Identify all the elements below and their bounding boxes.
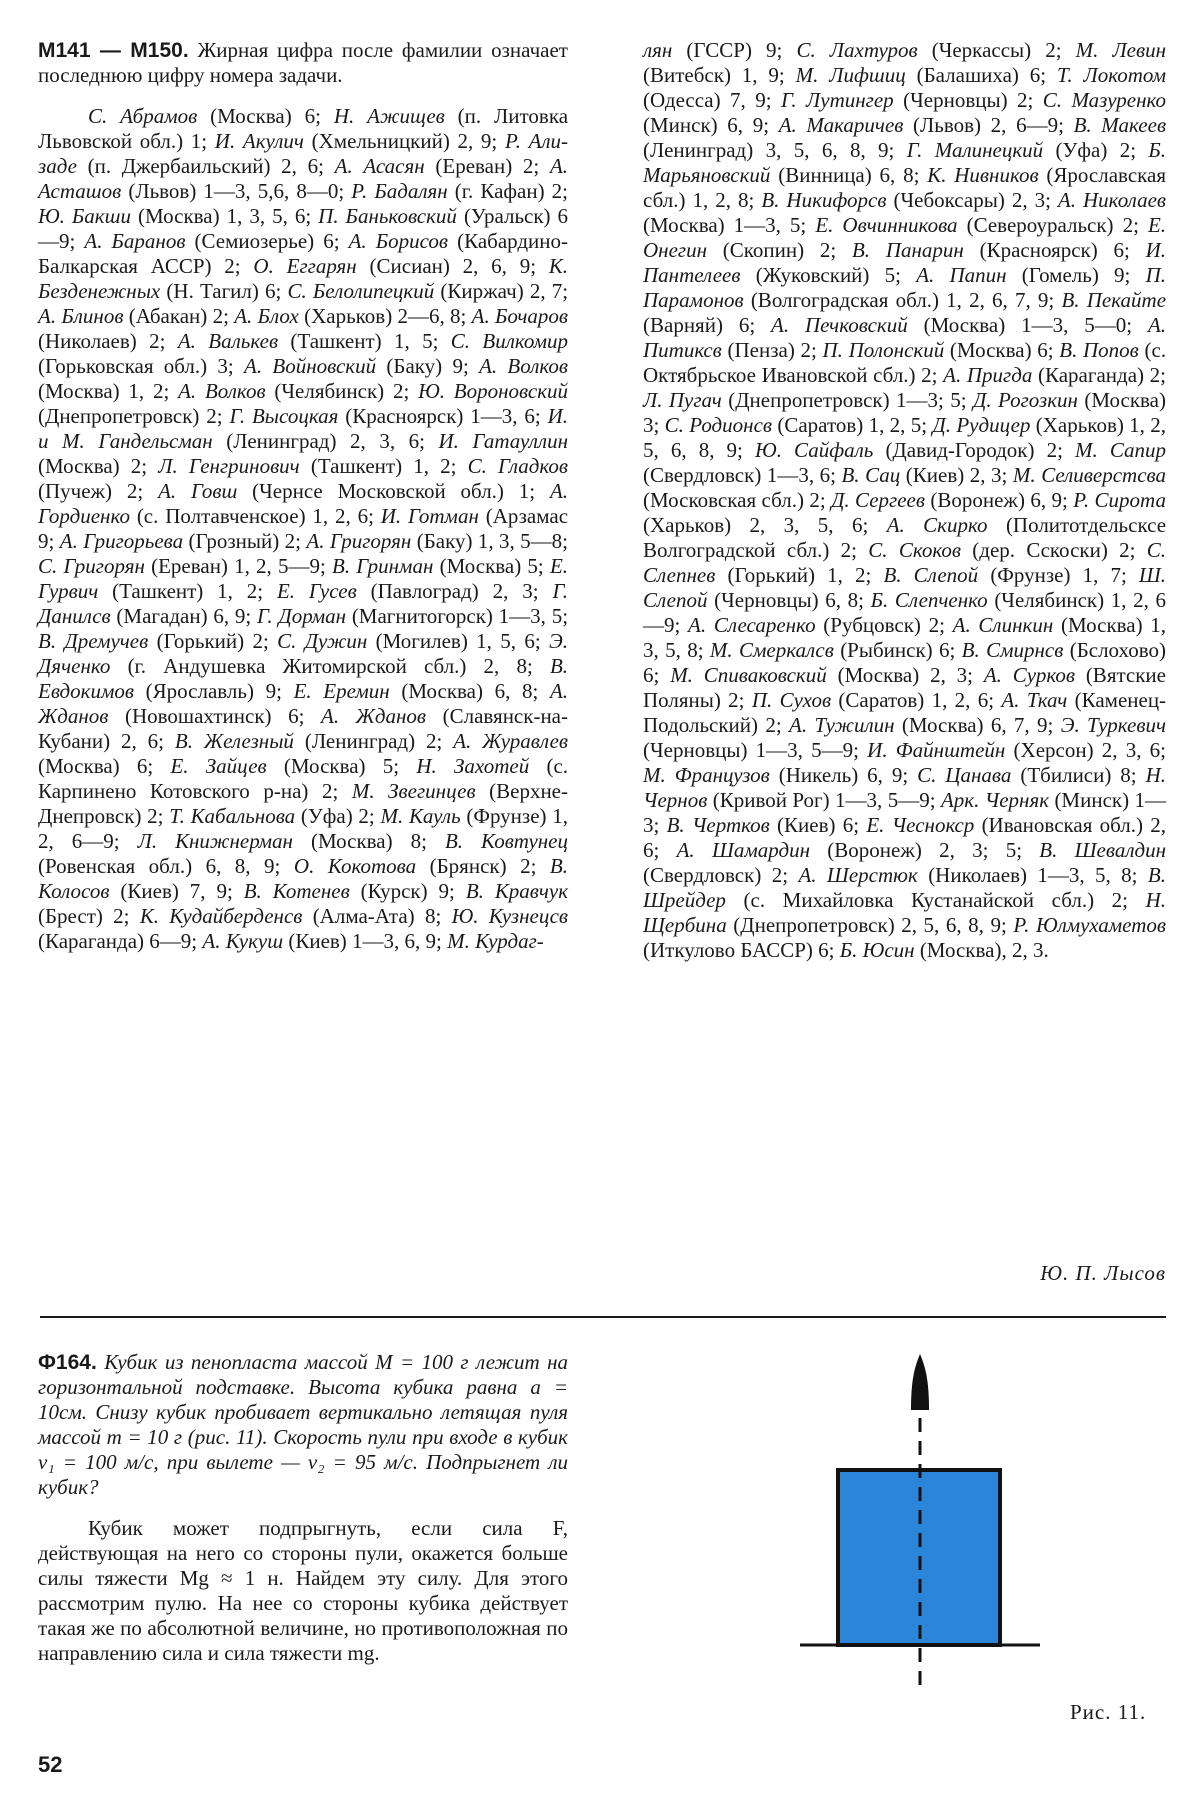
solver-details: (Ленинград) 2, 3, 6; xyxy=(226,429,425,453)
solver-name: А. Асасян xyxy=(334,154,425,178)
solver-details: (Львов) 2, 6—9; xyxy=(913,113,1064,137)
solver-details: (Караганда) 6—9; xyxy=(38,929,198,953)
solver-details: (Москва) 3; xyxy=(643,388,1166,437)
solver-details: (Ташкент) 1, 2; xyxy=(310,454,457,478)
author-signature: Ю. П. Лысов xyxy=(1040,1261,1166,1285)
solver-details: (Рыбинск) 6; xyxy=(840,638,956,662)
solver-name: В. Шрейдер xyxy=(643,863,1166,912)
solver-name: В. Чертков xyxy=(666,813,770,837)
solver-details: (Волгоградская обл.) 1, 2, 6, 7, 9; xyxy=(750,288,1055,312)
solver-details: (Московская сбл.) 2; xyxy=(643,488,826,512)
solver-name: С. Белолипецкий xyxy=(287,279,435,303)
solver-name: В. Колосов xyxy=(38,854,568,903)
solver-name: А. Асташов xyxy=(38,154,569,203)
solver-name: А. Бочаров xyxy=(471,304,569,328)
solver-details: (Арзамас 9; xyxy=(38,504,569,553)
solver-name: Е. Зайцев xyxy=(170,754,267,778)
solver-name: А. Питиксв xyxy=(643,313,1167,362)
solver-details: (Воронеж) 6, 9; xyxy=(930,488,1068,512)
solver-details: (г. Андушевка Житомирской сбл.) 2, 8; xyxy=(127,654,533,678)
solver-name: Г. Высоцкая xyxy=(229,404,339,428)
solver-name: А. Борисов xyxy=(348,229,449,253)
solver-details: (Черновцы) 6, 8; xyxy=(714,588,864,612)
solver-details: (Грозный) 2; xyxy=(188,529,301,553)
solver-details: (Москва) 5; xyxy=(439,554,544,578)
solver-details: (Киев) 2, 3; xyxy=(905,463,1008,487)
solver-details: (Баку) 9; xyxy=(386,354,469,378)
solver-details: (Львов) 1—3, 5,6, 8—0; xyxy=(128,179,345,203)
solver-name: А. Шерстюк xyxy=(798,863,918,887)
solver-name: А. Говш xyxy=(158,479,238,503)
solver-details: (Днепропетровск) 2; xyxy=(38,404,223,428)
solver-details: (Минск) 1—3; xyxy=(643,788,1166,837)
solver-name: Ю. Кузнецсв xyxy=(451,904,569,928)
solver-details: (Сисиан) 2, 6, 9; xyxy=(369,254,537,278)
page-number: 52 xyxy=(38,1752,63,1777)
solver-name: А. Тужилин xyxy=(789,713,895,737)
solver-name: А. Скирко xyxy=(886,513,988,537)
solver-name: Р. Юлмухаметов xyxy=(1013,913,1166,937)
solver-details: (Ярославская сбл.) 1, 2, 8; xyxy=(643,163,1167,212)
solver-details: (Харьков) 2—6, 8; xyxy=(304,304,467,328)
solver-details: (Черновцы) 1—3, 5—9; xyxy=(643,738,859,762)
solver-details: (Фрунзе) 1, 2, 6—9; xyxy=(38,804,569,853)
solver-details: (Североуральск) 2; xyxy=(966,213,1139,237)
solver-details: (Скопин) 2; xyxy=(722,238,837,262)
solver-details: (Бслохово) 6; xyxy=(643,638,1166,687)
problem-lead: Ф164. xyxy=(38,1351,97,1374)
solver-details: (Брест) 2; xyxy=(38,904,130,928)
solver-details: (Свердловск) 1—3, 6; xyxy=(643,463,836,487)
solver-details: (Тбилиси) 8; xyxy=(1020,763,1137,787)
solver-name: Н. Щербина xyxy=(643,888,1167,937)
solver-name: Е. Чеснокср xyxy=(866,813,975,837)
figure-caption: Рис. 11. xyxy=(1070,1700,1147,1724)
solver-details: (Черкассы) 2; xyxy=(931,38,1062,62)
solver-details: (Уфа) 2; xyxy=(300,804,375,828)
solver-name: С. Скоков xyxy=(868,538,961,562)
solver-name: В. Гринман xyxy=(332,554,434,578)
solver-name: А. Валькев xyxy=(177,329,279,353)
solver-name: В. Макеев xyxy=(1073,113,1167,137)
solver-name: Т. Кабальнова xyxy=(169,804,296,828)
solver-details: (Николаев) 2; xyxy=(38,329,166,353)
solver-name: С. Лахтуров xyxy=(796,38,918,62)
solver-details: (Саратов) 1, 2, 6; xyxy=(838,688,995,712)
solver-name: И. Гатауллин xyxy=(438,429,569,453)
solver-details: (Челябинск) 2; xyxy=(274,379,410,403)
solver-details: (Днепропетровск) 2, 5, 6, 8, 9; xyxy=(733,913,1007,937)
solver-name: А. Печковский xyxy=(771,313,908,337)
solver-details: (Ташкент) 1, 2; xyxy=(112,579,264,603)
solver-name: Е. Онегин xyxy=(643,213,1167,262)
solver-name: А. Макаричев xyxy=(778,113,904,137)
solver-details: (Херсон) 2, 3, 6; xyxy=(1013,738,1167,762)
solver-name: Э. Дяченко xyxy=(38,629,569,678)
solver-details: (Москва) 6; xyxy=(210,104,321,128)
solver-name: В. Кравчук xyxy=(465,879,569,903)
solver-name: А. Сурков xyxy=(983,663,1075,687)
solver-name: А. Шамардин xyxy=(676,838,811,862)
solver-name: М. Кауль xyxy=(380,804,461,828)
solver-details: (ГССР) 9; xyxy=(686,38,783,62)
solver-name: С. Слепнев xyxy=(643,538,1167,587)
solver-details: (Ереван) 1, 2, 5—9; xyxy=(151,554,326,578)
solver-name: П. Баньковский xyxy=(318,204,457,228)
solver-details: (с. Полтавченское) 1, 2, 6; xyxy=(136,504,374,528)
solver-name: В. Попов xyxy=(1059,338,1139,362)
solver-name: Ю. Сайфаль xyxy=(755,438,874,462)
problem-statement xyxy=(38,1350,568,1500)
solver-name: М. Лифшиц xyxy=(795,63,906,87)
solver-details: (Н. Тагил) 6; xyxy=(166,279,282,303)
solver-details: (Чернсе Московской обл.) 1; xyxy=(252,479,536,503)
solver-name: А. Войновский xyxy=(244,354,377,378)
solver-details: (Николаев) 1—3, 5, 8; xyxy=(928,863,1138,887)
solver-details: (Минск) 6, 9; xyxy=(643,113,770,137)
solver-name: А. Слинкин xyxy=(952,613,1054,637)
solver-details: (Пучеж) 2; xyxy=(38,479,144,503)
solver-name: Ш. Слепой xyxy=(643,563,1167,612)
solver-list-right xyxy=(643,38,1166,963)
solver-details: (Пенза) 2; xyxy=(727,338,817,362)
solver-details: (Москва) 1—3, 5—0; xyxy=(923,313,1133,337)
solver-details: (Варняй) 6; xyxy=(643,313,756,337)
solver-name: К. Безденежных xyxy=(38,254,569,303)
solver-name: М. Сапир xyxy=(1075,438,1167,462)
solver-name: С. Родионсв xyxy=(664,413,773,437)
solver-details: (Днепропетровск) 1—3; 5; xyxy=(728,388,967,412)
solver-name: С. Дужин xyxy=(277,629,368,653)
solver-details: (Харьков) 2, 3, 5, 6; xyxy=(643,513,869,537)
solver-list-left xyxy=(38,104,568,954)
solver-name: А. Ткач xyxy=(1001,688,1068,712)
solver-details: (Горький) 1, 2; xyxy=(727,563,872,587)
solver-details: (Винница) 6, 8; xyxy=(778,163,920,187)
solver-name: А. Григорян xyxy=(306,529,412,553)
solver-details: (Алма-Ата) 8; xyxy=(312,904,442,928)
solver-name: М. Французов xyxy=(643,763,770,787)
solver-details: (Политотдельсксе Волгоградской сбл.) 2; xyxy=(643,513,1167,562)
solver-details: (Кабардино-Балкарская АССР) 2; xyxy=(38,229,569,278)
solver-details: (Ярославль) 9; xyxy=(145,679,282,703)
solver-name: А. Жданов xyxy=(38,679,569,728)
solver-details: (Брянск) 2; xyxy=(429,854,537,878)
solver-name: А. Жданов xyxy=(321,704,427,728)
solver-details: (Ровенская обл.) 6, 8, 9; xyxy=(38,854,281,878)
solver-name: Д. Сергеев xyxy=(831,488,925,512)
solver-details: (Горьковская обл.) 3; xyxy=(38,354,234,378)
solver-details: (Хмельницкий) 2, 9; xyxy=(311,129,498,153)
solver-name: Н. Чернов xyxy=(643,763,1167,812)
results-intro xyxy=(38,38,568,88)
solver-name: Б. Слепченко xyxy=(870,588,988,612)
solver-name: В. Железный xyxy=(174,729,294,753)
solver-details: (Каменец-Подольский) 2; xyxy=(643,688,1167,737)
solver-details: (Свердловск) 2; xyxy=(643,863,789,887)
solver-details: (Славянск-на-Кубани) 2, 6; xyxy=(38,704,568,753)
solver-details: (Фрунзе) 1, 7; xyxy=(990,563,1127,587)
solver-name: М. Спиваковский xyxy=(670,663,827,687)
bullet-icon xyxy=(911,1354,929,1410)
solver-name: В. Никифорсв xyxy=(761,188,887,212)
solver-details: (п. Литовка Львовской обл.) 1; xyxy=(38,104,569,153)
solver-details: (Магнитогорск) 1—3, 5; xyxy=(351,604,569,628)
solver-details: (Киржач) 2, 7; xyxy=(440,279,569,303)
solver-name: Е. Гурвич xyxy=(38,554,569,603)
solver-details: (Новошахтинск) 6; xyxy=(124,704,305,728)
solver-name: В. Евдокимов xyxy=(38,654,569,703)
solver-details: (Красноярск) 6; xyxy=(979,238,1130,262)
solver-name: А. Журавлев xyxy=(453,729,569,753)
solver-name: Арк. Черняк xyxy=(940,788,1050,812)
solver-details: (Павлоград) 2, 3; xyxy=(370,579,539,603)
solver-name: А. Николаев xyxy=(1057,188,1167,212)
solver-name: А. Гордиенко xyxy=(38,479,569,528)
solver-name: Р. Сирота xyxy=(1073,488,1166,512)
solver-name: Р. Али-заде xyxy=(38,129,569,178)
solver-name: В. Сац xyxy=(841,463,901,487)
solver-name: М. Левин xyxy=(1075,38,1167,62)
solver-details: (Москва) 8; xyxy=(310,829,427,853)
solver-details: (Чебоксары) 2, 3; xyxy=(893,188,1051,212)
solver-details: (Киев) 7, 9; xyxy=(120,879,233,903)
solver-details: (Баку) 1, 3, 5—8; xyxy=(416,529,569,553)
solver-details: (Магадан) 6, 9; xyxy=(116,604,252,628)
solver-details: (Саратов) 1, 2, 5; xyxy=(777,413,928,437)
solver-name: И. Готман xyxy=(380,504,479,528)
solver-details: (Могилев) 1, 5, 6; xyxy=(375,629,541,653)
solver-name: Р. Бадалян xyxy=(351,179,448,203)
solver-details: (дер. Сскоски) 2; xyxy=(972,538,1136,562)
solver-name: М. Селиверстсва xyxy=(1012,463,1167,487)
solver-name: А. Григорьева xyxy=(59,529,184,553)
solver-name: П. Парамонов xyxy=(643,263,1167,312)
solver-name: В. Ковтунец xyxy=(444,829,569,853)
solver-name: В. Пекайте xyxy=(1061,288,1167,312)
solver-details: (с. Октябрьское Ивановской сбл.) 2; xyxy=(643,338,1167,387)
solver-name: Г. Данилсв xyxy=(38,579,569,628)
solver-details: (Москва) 6, 8; xyxy=(401,679,539,703)
solver-name: Ю. Вороновский xyxy=(418,379,569,403)
solver-details: (Москва) 6, 7, 9; xyxy=(901,713,1054,737)
solver-details: (Москва) 2, 3; xyxy=(837,663,974,687)
results-left-column xyxy=(38,38,568,954)
solver-name-split: М. Курдаг- xyxy=(447,929,544,953)
solver-name: А. Волков xyxy=(479,354,569,378)
solver-details: (г. Кафан) 2; xyxy=(454,179,569,203)
solver-details: (Кривой Рог) 1—3, 5—9; xyxy=(712,788,936,812)
solver-details: (Одесса) 7, 9; xyxy=(643,88,772,112)
solver-details: (Семиозерье) 6; xyxy=(194,229,340,253)
figure-11 xyxy=(790,1352,1050,1692)
solver-details: (Верхне-Днепровск) 2; xyxy=(38,779,568,828)
solver-details: (Харьков) 1, 2, 5, 6, 8, 9; xyxy=(643,413,1167,462)
solver-name: Б. Юсин xyxy=(839,938,915,962)
solver-name: Д. Рогозкин xyxy=(973,388,1078,412)
solver-details: (Красноярск) 1—3, 6; xyxy=(345,404,541,428)
solver-name: С. Цанава xyxy=(917,763,1012,787)
solver-name: С. Абрамов xyxy=(88,104,198,128)
solver-details: (Киев) 1—3, 6, 9; xyxy=(288,929,442,953)
solver-name: Д. Рудицер xyxy=(932,413,1031,437)
solver-details: (Ивановская обл.) 2, 6; xyxy=(643,813,1167,862)
solver-name: А. Кукуш xyxy=(202,929,284,953)
solver-name: В. Слепой xyxy=(883,563,979,587)
solver-name: А. Блох xyxy=(234,304,299,328)
solver-name: О. Кокотова xyxy=(293,854,417,878)
results-right-column xyxy=(643,38,1166,963)
solver-name: А. Слесаренко xyxy=(688,613,816,637)
solver-details: (Рубцовск) 2; xyxy=(823,613,945,637)
solver-name: Э. Туркевич xyxy=(1060,713,1167,737)
solver-name: Н. Ажищев xyxy=(333,104,445,128)
solver-name: А. Баранов xyxy=(84,229,186,253)
problem-statement-text: Кубик из пенопласта массой М = 100 г лежит на горизонтальной подставке. Высота кубика равна а = 10см. Снизу кубик пробивает вертикально летящая пуля массой m = 10 г (рис. 11). Скорость пули при входе в кубик v₁ = 100 м/с, при вылете — v₂ = 95 м/с. Подпрыгнет ли кубик? xyxy=(38,1350,568,1499)
solver-name: В. Котенев xyxy=(243,879,350,903)
solver-details: (Гомель) 9; xyxy=(1021,263,1131,287)
solver-details: (Иткулово БАССР) 6; xyxy=(643,938,835,962)
solver-details: (Москва), 2, 3. xyxy=(919,938,1049,962)
solver-details: (Ленинград) 3, 5, 6, 8, 9; xyxy=(643,138,895,162)
solver-name: Г. Дорман xyxy=(257,604,347,628)
solver-name: Л. Генгринович xyxy=(158,454,300,478)
solver-details: (Ленинград) 2; xyxy=(304,729,443,753)
solver-name-continued: лян xyxy=(643,38,673,62)
solver-name: К. Нивников xyxy=(927,163,1039,187)
solver-name: С. Гладков xyxy=(467,454,569,478)
solver-details: (Москва) 1, 2; xyxy=(38,379,170,403)
solver-details: (Караганда) 2; xyxy=(1038,363,1167,387)
solver-name: Ю. Бакши xyxy=(38,204,131,228)
solver-name: Е. Гусев xyxy=(276,579,357,603)
solver-name: В. Панарин xyxy=(851,238,964,262)
solver-name: А. Пригда xyxy=(943,363,1033,387)
solver-details: (Москва) 6; xyxy=(38,754,154,778)
solver-name: И. Пантелеев xyxy=(643,238,1167,287)
solver-name: П. Полонский xyxy=(822,338,945,362)
solver-name: С. Вилкомир xyxy=(450,329,569,353)
solver-details: (Москва) 1—3, 5; xyxy=(643,213,807,237)
solver-details: (Витебск) 1, 9; xyxy=(643,63,785,87)
solver-name: Л. Книжнерман xyxy=(137,829,293,853)
solver-details: (Давид-Городок) 2; xyxy=(885,438,1063,462)
solver-name: А. Папин xyxy=(916,263,1007,287)
solver-details: (Балашиха) 6; xyxy=(916,63,1047,87)
solver-name: Л. Пугач xyxy=(643,388,722,412)
solver-name: Н. Захотей xyxy=(416,754,530,778)
solver-name: М. Смеркалсв xyxy=(709,638,834,662)
solver-details: (Ташкент) 1, 5; xyxy=(290,329,439,353)
solver-name: С. Мазуренко xyxy=(1042,88,1167,112)
solver-details: (Москва) 1, 3, 5, 8; xyxy=(643,613,1167,662)
solver-details: (Горький) 2; xyxy=(156,629,269,653)
solver-name: О. Еггарян xyxy=(253,254,357,278)
solver-details: (Никель) 6, 9; xyxy=(778,763,909,787)
solver-details: (Курск) 9; xyxy=(360,879,455,903)
solver-name: И. и М. Гандельсман xyxy=(38,404,569,453)
solver-details: (Челябинск) 1, 2, 6—9; xyxy=(643,588,1166,637)
solver-name: Т. Локотом xyxy=(1057,63,1167,87)
solver-name: Е. Еремин xyxy=(293,679,390,703)
solver-details: (Жуковский) 5; xyxy=(755,263,901,287)
solver-details: (с. Карпинено Котовского р-на) 2; xyxy=(38,754,569,803)
solver-details: (Москва) 1, 3, 5, 6; xyxy=(137,204,312,228)
solver-details: (с. Михайловка Кустанайской сбл.) 2; xyxy=(743,888,1129,912)
solver-name: Г. Малинецкий xyxy=(906,138,1044,162)
solver-details: (Уральск) 6—9; xyxy=(38,204,569,253)
results-lead: М141 — М150. xyxy=(38,39,189,62)
solver-name: Е. Овчинникова xyxy=(815,213,958,237)
solver-details: (Вятские Поляны) 2; xyxy=(643,663,1166,712)
solver-name: Б. Марьяновский xyxy=(643,138,1167,187)
solver-name: И. Акулич xyxy=(214,129,304,153)
results-intro-text: Жирная цифра после фамилии означает последнюю цифру номера задачи. xyxy=(38,38,568,87)
solver-name: И. Файнштейн xyxy=(867,738,1006,762)
solver-details: (Воронеж) 2, 3; 5; xyxy=(827,838,1023,862)
solver-name: В. Дремучев xyxy=(38,629,149,653)
solver-details: (п. Джербаильский) 2, 6; xyxy=(87,154,324,178)
solver-details: (Москва) 5; xyxy=(283,754,400,778)
problem-f164 xyxy=(38,1350,568,1666)
solver-name: Г. Лутингер xyxy=(781,88,894,112)
solver-name: П. Сухов xyxy=(751,688,832,712)
solver-details: (Киев) 6; xyxy=(777,813,860,837)
solver-details: (Ереван) 2; xyxy=(435,154,540,178)
solver-details: (Москва) 6; xyxy=(949,338,1054,362)
solver-details: (Черновцы) 2; xyxy=(903,88,1034,112)
section-divider xyxy=(40,1316,1166,1318)
solver-name: В. Смирнсв xyxy=(961,638,1064,662)
solver-details: (Абакан) 2; xyxy=(128,304,229,328)
solver-name: С. Григорян xyxy=(38,554,145,578)
problem-solution: Кубик может подпрыгнуть, если сила F, действующая на него со стороны пули, окажется больше силы тяжести Mg ≈ 1 н. Найдем эту силу. Для этого рассмотрим пулю. На нее со стороны кубика действует такая же по абсолютной величине, но противоположная по направлению сила и сила тяжести mg. xyxy=(38,1516,568,1665)
solver-name: К. Кудайберденсв xyxy=(139,904,303,928)
solver-details: (Москва) 2; xyxy=(38,454,148,478)
solver-name: А. Волков xyxy=(178,379,266,403)
solver-details: (Уфа) 2; xyxy=(1055,138,1137,162)
solver-name: М. Звегинцев xyxy=(351,779,476,803)
solver-name: А. Блинов xyxy=(38,304,124,328)
solver-name: В. Шевалдин xyxy=(1039,838,1167,862)
